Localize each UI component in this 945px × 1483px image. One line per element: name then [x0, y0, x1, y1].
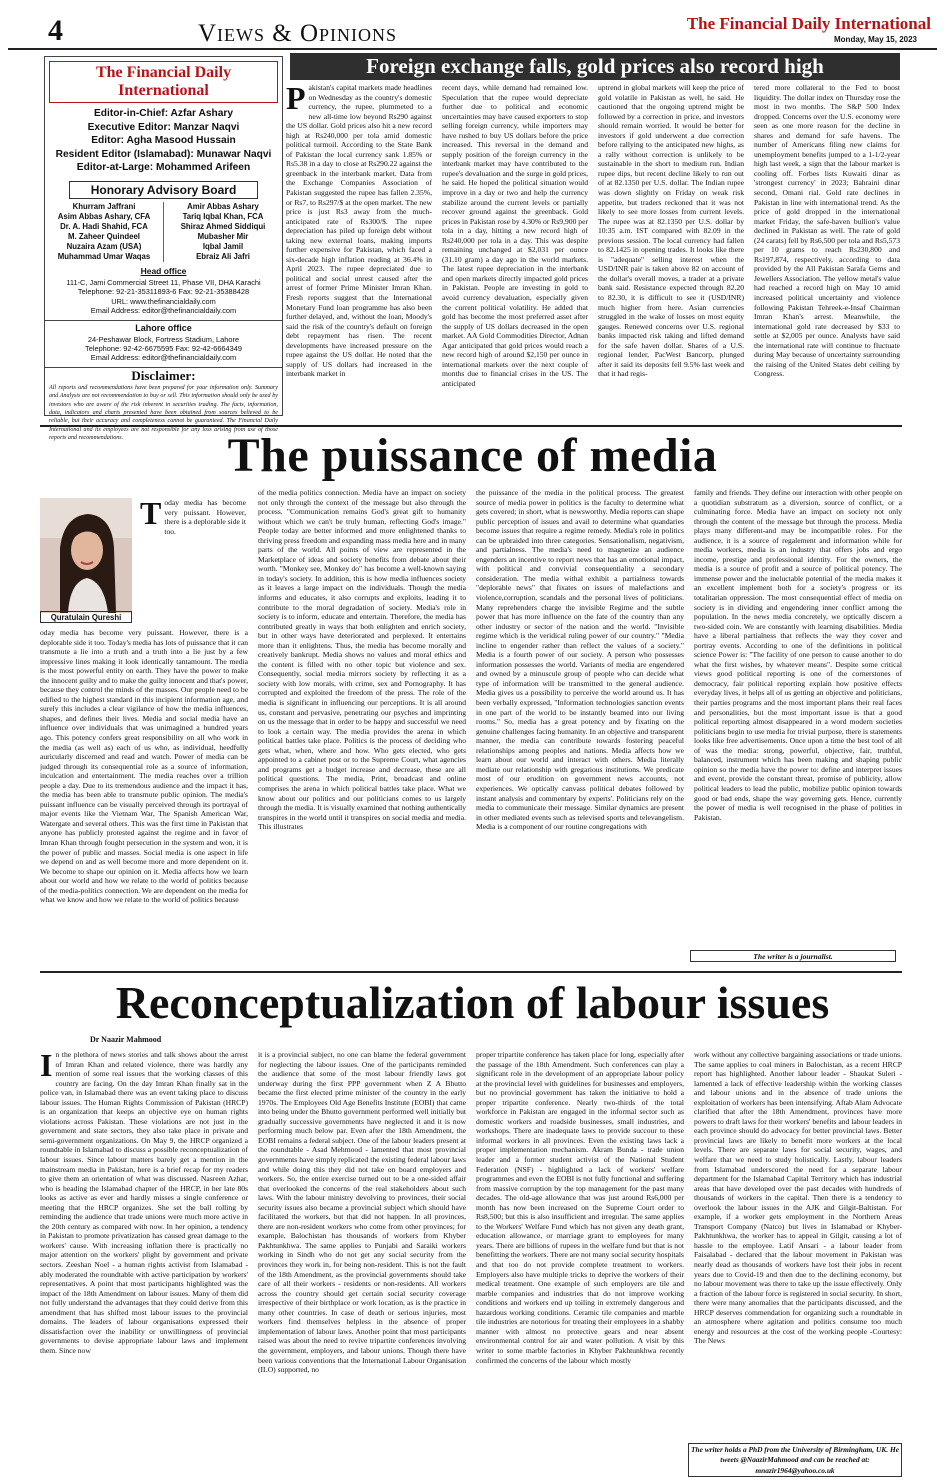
story3-column: it is a provincial subject, no one can blame the federal government for neglecting the labour issues. One of the participants reminded the audience that some of the most labour friendly laws got underway during the first PPP government when Z A Bhutto became the first elected prime minister of the country in the early 1970s. The Employees Old Age Benefits Institute (EOBI) that came into being under the Bhutto government performed well initially but gradually successive governments have neglected it and it is now performing much below par. Even after the 18th Amendment, the EOBI remains a federal subject. One of the labour leaders present at the roundtable - Asad Mehmood - lamented that most provincial governments have simply replicated the existing federal labour laws and while doing this they did not take on board employers and workers. So, the entire exercise turned out to be a one-sided affair that overlooked the concerns of the real stakeholders about such laws. With the labour ministry devolving to provinces, their social security issues also became a provincial subject which should have facilitated the workers, but that did not happen. In all provinces, there are non-resident workers who come from other provinces; for example, Balochistan has thousands of workers from Khyber Pakhtunkhwa. The same applies to Punjabi and Saraiki workers working in Sindh who do not get any social security from the provinces they work in, for being non-resident. This is not the fault of the 18th Amendment, as the provincial governments should take care of all their workers - residents or non-residents. All workers across the country should get certain social security coverage irrespective of their birthplace or work location, as is the practice in many other countries. In case of death or serious injuries, most workers find themselves helpless in the absence of proper implementation of labour laws. Another point that most participants raised was about the need to revive tripartite conferences involving the government, employers, and labour unions. Though there have been various conventions that the International Labour Organisation (ILO) supported, no [258, 1050, 466, 1375]
story2-byline: Quratulain Qureshi [40, 611, 132, 623]
advisor: M. Zaheer Quindeel [68, 231, 140, 241]
section-divider [40, 971, 902, 973]
address-line: Email Address: editor@thefinancialdaily.com [90, 353, 237, 363]
advisor: Dr. A. Hadi Shahid, FCA [60, 221, 148, 231]
address-line: 24-Peshawar Block, Fortress Stadium, Lahore [87, 334, 240, 344]
issue-date: Monday, May 15, 2023 [834, 35, 917, 44]
drop-cap: I [40, 1050, 53, 1083]
lahore-office-address [45, 335, 282, 363]
advisory-board-title: Honorary Advisory Board [69, 181, 258, 199]
story3-column: work without any collective bargaining associations or trade unions. The same applies to coal miners in Balochistan, as a recent HRCP report has highlighted. Another labour leader - Shaukat Suleri - lamented a lack of effective leadership within the working classes and labour unions and in the absence of trade unions the exploitation of workers has been intensifying. Aftab Alam Advocate clarified that after the 18th Amendment, provinces have more powers to draft laws for their workers' benefits and labour leaders in each province should do advocacy for better provincial laws. Better provincial laws are likely to benefit more workers at the local levels. There are separate laws for social security, wages, and welfare that we need to study holistically. Lastly, labour leaders from Islamabad underscored the need for a separate labour department for the Islamabad Capital Territory which has industrial areas that have developed over the past decades with hundreds of thousands of workers in the capital. Then there is a tendency to overlook the labour issues in the AJK and Gilgit-Baltistan. For example, if a worker gets employment in the Northern Areas Transport Company (Natco) but lives in Islamabad or Khyber-Pakhtunkhwa, the worker has to appeal in Gilgit, causing a lot of hassle to the employee. Latif Ansari - a labour leader from Faisalabad - declared that the labour movement in Pakistan was nearly dead as thousands of workers have lost their jobs in recent years due to Covid-19 and then due to the declining economy, but no labour movement was there to take up the issue effectively. Only a fraction of the labour force is registered in social security. In short, there were many anomalies that the participants discussed, and the HRCP deserves commendation for organizing such a roundtable in an atmosphere where agitation and politics consume too much energy and resources at the cost of the working people -Courtesy: The News [694, 1050, 902, 1346]
address-line: URL: www.thefinancialdaily.com [111, 296, 216, 306]
story1-columns [286, 83, 900, 423]
editor-line: Editor-in-Chief: Azfar Ashary [93, 108, 234, 119]
story2-writer-note: The writer is a journalist. [690, 950, 896, 962]
editor-line: Resident Editor (Islamabad): Munawar Naqvi [55, 148, 272, 160]
story3-columns [40, 1050, 902, 1480]
advisory-board [45, 202, 282, 262]
head-office-address [45, 278, 282, 316]
story1-column: uptrend in global markets will keep the price of gold volatile in Pakistan as well, he said. He cautioned that the ongoing uptrend might be followed by a correction in price, and investors should remain worried. It would be better for investors if gold underwent a due correction before rallying to the anticipated new highs, as a rally without correction is unlikely to be sustainable in the short to medium run. Indian rupee dips, but recent decline likely to run out of at 82.1350 per U.S. dollar. The Indian rupee was down slightly on Friday on weak risk appetite, but traders reckoned that it was not likely to see more losses from current levels. The rupee was at 82.1350 per U.S. dollar by 10:35 a.m. IST compared with 82.09 in the previous session. The local currency had fallen to 82.1425 in opening trades. It looks like there is "adequate" selling interest when the USD/INR pair is taken above 82 on account of the dollar's overall moves, a trader at a private bank said. Resistance expected through 82.20 to 82.30, it is difficult to see it (USD/INR) much higher from here. Asian currencies struggled in the wake of losses on most equity gauges. Renewed concerns over U.S. regional banks impacted risk taking and lifted demand for the safe haven dollar. Shares of a U.S. regional lender, PacWest Bancorp, plunged after it said its deposits fell 9.5% last week and that it had regis- [598, 83, 744, 379]
advisor: Khurram Jaffrani [72, 201, 136, 211]
intro-text: oday media has become very puissant. However, there is a deplorable side it too. [164, 498, 246, 536]
story1-column [286, 83, 432, 423]
story2-column: of the media politics connection. Media have an impact on society not only through the context of the message but also through the process. "Communication remains God's great gift to humanity without which we can't be truly human, reflecting God's image." People today are better informed and more enlightened thanks to thriving press freedom and expanding mass media here and in many parts of the world. All points of view are represented in the Marketplace of ideas and society benefits from debate about their worth. "Monkey see, Monkey do" has become a well-known saying in today's society. In addition, this is how media influences society as it leaves a large impact on the individuals. Though the media informs and educates, it also corrupts and exploits, leading it to contribute to the moral degradation of society. Media's role in society is to inform, educate and entertain. Therefore, the media has contributed greatly in ways that both enlighten and enrich society, but in other ways have deteriorated and perplexed. It entertains more than it enlightens. Thus, the media has become morally and creatively bankrupt. Media shows no values and moral ethics and the content is filled with no other topic but violence and sex. Consequently, social media mirrors society by reflecting it as a society with low morals, with crime, sex and Pornography. It has corrupted and exploited the freedom of the press. The role of the media is significant in influencing our perceptions. It is all around us, constant and pervasive, penetrating our psyches and imprinting on us the message that in order to be happy and successful we need to look a certain way. The media provides the arena in which political battles take place. Politics is the process of deciding who gets what, when, where and how. Who gets elected, who gets appointed to a cabinet post or to the Supreme Court, what agencies and programs get a budget increase and decrease, these are all political questions. The media, Print, broadcast and online comprises the arena in which political battles take place. What we know about our politics and our politicians comes to us largely through the media. It is visually examined that nothing authentically transpires in the world until it transpires on social media and media. This illustrates [258, 488, 466, 832]
advisory-column-right [163, 202, 282, 262]
advisor: Nuzaira Azam (USA) [66, 241, 142, 251]
lahore-office [45, 320, 282, 363]
section-divider [40, 425, 902, 427]
advisor: Iqbal Jamil [202, 241, 244, 251]
page-number: 4 [48, 14, 63, 47]
column-text: n the plethora of news stories and talk shows about the arrest of Imran Khan and related violence, there was hardly any mention of some real issues that the working classes of this country are facing. On the day Imran Khan finally sat in the police van, in Islamabad there was an event taking place to discuss labour issues. The Human Rights Commission of Pakistan (HRCP) is an organization that keeps an objective eye on human rights violations across Pakistan. These violations are not just in the government and state sectors, they also take place in private and semi-government organizations. On May 9, the HRCP organized a roundtable in Islamabad to discuss a possible reconceptualization of labour issues. Since labour matters barely get a mention in the mainstream media in Pakistan, here is a brief recap for my readers to give them an orientation of what was discussed. Nasreen Azhar, who is heading the Islamabad chapter of the HRCP, in her late 80s looks as active as ever and hardly misses a single conference or meeting that the HRCP organizes. She set the ball rolling by reminding the audience that trade unions were much more active in the 20th century as compared with now. In her opinion, a tendency in Pakistan to promote privatization has caused great damage to the workers' cause. With increasing inflation there is practically no major attention on the workers' plight by government and private sectors. Zeeshan Noel - a human rights activist from Islamabad - ably moderated the roundtable with active participation by workers' representatives. A point that most participants highlighted was the impact of the 18th Amendment on labour issues. Many of them did not fully understand the advantages that they could derive from this amendment that has shifted most labour issues to the provincial domains. The leaders of labour organisations expressed their dissatisfaction over the inability or unwillingness of provincial governments to devise appropriate labour laws and implement them. Since now [40, 1050, 248, 1355]
advisor: Amir Abbas Ashary [187, 201, 259, 211]
story2-headline: The puissance of media [227, 429, 718, 482]
address-line: Telephone: 92-21-35311893-6 Fax: 92-21-35388428 [77, 287, 250, 297]
info-brand: The Financial Daily International [49, 61, 278, 103]
editors-list [45, 107, 282, 175]
story1-column: recent days, while demand had remained low. Speculation that the rupee would depreciate further due to political and economic uncertainties may have caused exporters to stop selling foreign currency, while importers may have rushed to buy US dollars before the price increased. This reversal in the demand and supply position of the foreign currency in the interbank market may have contributed to the rupee's devaluation and the surge in gold prices, he said. He hoped the political situation would improve in a day or two and help the currency stabilize around the current levels or partially recover ground against the greenback. Gold prices in Pakistan rose by 4.30% or Rs9,900 per tola in a day, hitting a new record high of Rs240,000 per tola in a day. This was despite remaining unchanged at $2,031 per ounce (31.10 gram) a day ago in the world markets. The latest rupee depreciation in the interbank and open markets directly impacted gold prices in Pakistan. People are investing in gold to avoid currency devaluation, especially given the current political volatility. He added that gold has become the most preferred asset after the supply of US dollars decreased in the open market. AA Gold Commodities Director, Adnan Agar anticipated that gold prices would reach a new record high of around $2,150 per ounce in international markets over the next couple of months due to financial crises in the US. The anticipated [442, 83, 588, 388]
page-masthead [8, 6, 937, 50]
editor-line: Editor: Agha Masood Hussain [91, 135, 236, 147]
story3-headline: Reconceptualization of labour issues [115, 977, 830, 1028]
story3-column [40, 1050, 248, 1480]
story3-writer-note: The writer holds a PhD from the University of Birmingham, UK. He tweets @NaazirMahmood and can be reached at: mnazir1964@yahoo.co.uk [688, 1443, 902, 1477]
advisor: Ebraiz Ali Jafri [196, 251, 250, 261]
address-line: Email Address: editor@thefinancialdaily.com [90, 306, 237, 316]
address-line: 111-C, Jami Commercial Street 11, Phase VII, DHA Karachi [66, 277, 261, 287]
story2-column: oday media has become very puissant. However, there is a deplorable side it too. Today's media has lots of puissance that it can transmute a lie into a truth and a truth into a lie just by a few impressive lines making it look identically tantamount. The media is the most powerful entity on earth. They have the power to make the innocent guilty and to make the guilty innocent and that's power, because they control the minds of the masses. Our people need to be edified to the highest standard in this incipient information age, and surely this includes a clear vigilance of how the media influences, shapes, and defines their lives. Media and social media have an influence over individuals that was unimagined a hundred years ago. This potency confers great responsibility on all who work in the media (as well as) each of us who, as individual, heedfully auricularly discerned and read and watch. Power of media can be judged through its consequential role as a source of information, inculcation and entertainment. The media reaches over a trillion people a day. Due to its tremendous audience and the impact it has, the media has been able to transmute public opinion. The media's puissant influence can be visually perceived through its portrayal of major events like the Vietnam War, The Spanish American War, Watergate and several others. This was the first time in Pakistan that anyone has publicly protested against the regime and in favor of Imran Khan through fought persecution in the system and won, it is the power of public and masses. Social media is one aspect in life we depend on and as well become more and more dependent on it. We become to shape our opinion on it. Media affects how we learn about our world and how we relate to the world of politics because of the media-politics connection. We are dependent on the media for what we know and how we relate to the world of politics because [40, 628, 248, 905]
editorial-info-box [44, 56, 283, 442]
story2-column: the puissance of the media in the political process. The greatest source of media power in politics is the faculty to determine what gets covered; in short, what is newsworthy. Media reports can shape public perception of issues and avail to determine what quandaries become issues that require a regime remedy. Media's role in politics can be upbraided into three categories. Sensationalism, negativism, and partialness. The media's need to magnetize an audience engenders an incentive to report news that has an emotional impact, with political and convivial consequentiality a secondary consideration. The media withal exhibit a partialness towards "deplorable news" that fixates on issues of malefactions and violence,corruption, scandals and the personal lives of politicians. Many reprehenders charge the invisible Regime and the subtle power that has more influence on the fate of the country than any other industry or sector of the nation and the world. "Invisible regime which is the veridical ruling power of our country." "Media incline to engender rather than reflect the values of a society." Media is a fourth power of our society. A person who possesses information possesses the world. Variants of media are engendered and owned by a minuscule group of people who can decide what type of information will be transmitted to the general audience. Media gives us a possibility to perceive the world around us. It has been verbally expressed, "Information technologies sanction events in one part of the world to be instantly beamed into our living rooms." So, media has a great potency and by fixating on the genuine challenges facing humanity. In an objective and transparent manner, the media can contribute towards fostering peaceful relationships among peoples and nations. Media affects how we learn about our world and interact with others. Media literally mediate our relationship with gregarious institutions. We predicate most of our erudition on government news accounts, not experiences. We optically canvass political debates followed by instant analysis and commentary by experts'. Politicians rely on the media to communicate their message. Similar dynamics are present in other mediated events such as televised sports and televangelism. Media is a component of our routine congregations with [476, 488, 684, 832]
story1-headline: Foreign exchange falls, gold prices also record high [290, 53, 900, 80]
editor-line: Editor-at-Large: Mohammed Arifeen [76, 162, 251, 174]
advisory-column-left [45, 202, 163, 262]
advisor: Tariq Iqbal Khan, FCA [182, 211, 264, 221]
paper-name: The Financial Daily International [686, 14, 931, 33]
lahore-office-title: Lahore office [135, 322, 192, 333]
editor-line: Executive Editor: Manzar Naqvi [87, 121, 240, 133]
story2-column: family and friends. They define our interaction with other people on a quotidian substratum as a diversion, source of conflict, or a culminating force. Media have an impact on society not only through the content of the message but through the process. Media plays many different-and may be incompatible roles. For the audience, it is a source of regalement and information while for media workers, media is an industry that offers jobs and ergo income, prestige and professional identity. For the owners, the media is a source of profit and a source of political potency. The immense power and the ineluctable potential of the media makes it an excellent implement both for a society's progress or its totalitarian oppression. The most consequential effect of media on society is in dividing and engendering inner conflict among the population. In the news media concretely, we optically discern a two-sided coin. We are constantly with learning disabilities. Media have a liberal partialness that reflects the way they cover and portray events. According to one of the definitions in political science Power is: "The facility of one person to cause another to do what the first wishes, by whatever means". Despite some critical views good political reporting is one of the cornerstones of democracy, fair political reporting explain how positive effects everyday lives, it helps all of us getting an objective and politicians, their parties programs and the most important plans their real faces and personalities, but the most important issue is that a good political reporting almost disappeared in a word modern societies politicians begin to use media for trivial purpose, there is statements looks like free advertisements. Once upon a time the best tool of all of was the media: strong, powerful, objective, fair, truthful, balanced, instrument which has been making and shaping public opinion so the media have the power to: define and interpret issues and event, provide the constant threat, promise of publicity, allow political leaders to lead the public, mobilize public opinion towards good or bad ends, shape the way governing gets. Hence, currently the power of media is well recognised in the phase of polities in Pakistan. [694, 488, 902, 822]
address-line: Telephone: 92-42-6675595 Fax: 92-42-6664349 [85, 344, 242, 353]
story2-columns [40, 488, 902, 966]
advisor: Asim Abbas Ashary, CFA [57, 211, 151, 221]
disclaimer-title: Disclaimer: [131, 367, 196, 383]
story1-column: tered more collateral to the Fed to boost liquidity. The dollar index on Thursday rose the most in two months. The S&P 500 Index dropped. Concerns over the U.S. economy were seen as one more reason for the decline in shares and demand for safe havens. The number of Americans filing new claims for unemployment benefits jumped to a 1-1/2-year high last week, a sign that the labour market is cooling off. Forbes lists Kuwaiti dinar as 'strongest currency' in 2023; Bahraini dinar second, Omani rial. Gold rate declines in Pakistan in line with international trend. As the price of gold dropped in the international market Friday, the safe-haven bullion's value declined in Pakistan as well. The rate of gold (24 carats) fell by Rs6,500 per tola and Rs5,573 per 10 grams to reach Rs230,800 and Rs197,874, respectively, according to data provided by the All Pakistan Sarafa Gems and Jewellers Association. The yellow metal's value had reached a record high on May 10 amid increased political uncertainty and violence following Pakistan Tehreek-e-Insaf Chairman Imran Khan's arrest. Meanwhile, the international gold rate decreased by $33 to settle at $2,005 per ounce. Analysts have said the international rate will continue to fluctuate during May because of uncertainty surrounding the raising of the United States debt ceiling by Congress. [754, 83, 900, 379]
story3-column: proper tripartite conference has taken place for long, especially after the passage of the 18th Amendment. Such conferences can play a significant role in the development of an appropriate labour policy at the provincial level with guidelines for businesses and employers, but no provincial government has taken the initiative to hold a proper tripartite conference. Nearly two-thirds of the total workforce in Pakistan are engaged in the informal sector such as domestic workers and roadside businesses, small industries, and workshops. There are inadequate laws to provide succour to these informal workers in all provinces. Even the existing laws lack a proper implementation mechanism. Akram Bunda - trade union leader and a former student activist of the National Student Federation (NSF) - highlighted a lack of workers' welfare programmes and even the EOBI is not fully functional and suffering from massive corruption by the top management for the past many decades. The old-age allowance that was just around Rs6,000 per month has now been increased on the Supreme Court order to Rs8,500; but this is also insufficient and irregular. The same applies to the Workers' Welfare Fund which has not given any death grant, education allowance, or marriage grant to employees for many years. There are billions of rupees in the welfare fund but that is not benefitting the workers. There are not many social security hospitals and that too do not provide complete treatment to workers. Employers also have multiple tricks to deprive the workers of their medical treatment. One example of such employers are tile and marble companies and industries that do not improve working conditions and workers end up toiling in extremely dangerous and hazardous working conditions. Ceramic tile companies and marble tile industries are notorious for treating their employees in a shabby manner with almost no protective gears and near absent environmental control for air and water pollution. A visit by this writer to some marble factories in Khyber Pakhtunkhwa recently confirmed the concerns of the labour which mostly [476, 1050, 684, 1365]
drop-cap: T [140, 498, 162, 531]
advisor: Muhammad Umar Waqas [57, 251, 151, 261]
advisor: Mubasher Mir [197, 231, 249, 241]
advisor: Shiraz Ahmed Siddiqui [180, 221, 266, 231]
disclaimer-text: All reports and recommendations have been prepared for your information only. Summary and Analysis are not recommendation to buy or sell. This information should only be used by investors who are aware of the risk inherent in securities trading. The facts, information, data, indicators and charts presented have been obtained from sources believed to be reliable, but their accuracy and completeness cannot be guaranteed. The Financial Daily International and its employees are not responsible for any loss arising from use of those reports and recommendations. [49, 384, 278, 442]
head-office-title: Head office [140, 265, 187, 276]
drop-cap: P [286, 83, 306, 116]
story3-byline: Dr Naazir Mahmood [90, 1035, 162, 1044]
section-title: Views & Opinions [198, 20, 398, 47]
column-text: akistan's capital markets made headlines on Wednesday as the country's domestic currency, the rupee, plummeted to a new all-time low beyond Rs290 against the US dollar. Gold prices also hit a new record high at Rs240,000 per tola amid domestic political turmoil. According to the State Bank of Pakistan the local currency sank 1.85% or Rs5.38 in a day to close at Rs290.22 against the greenback in the interbank market. Data from the Exchange Companies Association of Pakistan suggested the rupee has fallen 2.35%, or Rs7, to Rs297/$ at the open market. The new price is just Rs3 away from the much-anticipated rate of Rs300/$. The rupee depreciation has piled up foreign debt without taking new external loans, making imports further expensive for Pakistan, which faced a six-decade high inflation reading at 36.4% in April 2023. The rupee depreciated due to political and social unrest caused after the arrest of former Prime Minister Imran Khan. Fresh reports suggest that the International Monetary Fund loan programme has also been further delayed, and, without the loan, Moody's said the risk of the country's default on foreign debt repayment has risen. The recent developments have increased pressure on the rupee against the US dollar. He noted that the supply of US dollars had increased in the interbank market in [286, 83, 432, 379]
